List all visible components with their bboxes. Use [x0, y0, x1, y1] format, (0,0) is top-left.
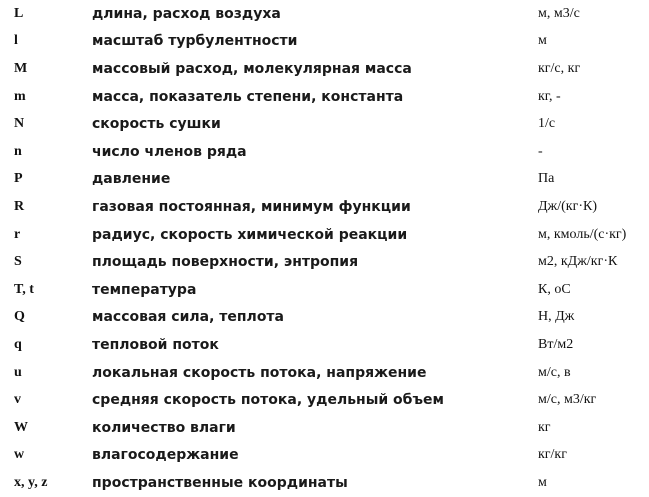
- unit-cell: кг, -: [538, 88, 561, 104]
- unit-cell: кг/кг: [538, 447, 567, 463]
- symbol-cell: l: [14, 33, 18, 49]
- table-row: [0, 442, 649, 470]
- description-cell: масштаб турбулентности: [92, 33, 298, 50]
- symbol-cell: N: [14, 116, 25, 132]
- description-cell: средняя скорость потока, удельный объем: [92, 392, 444, 409]
- table-row: [0, 83, 649, 111]
- unit-cell: Вт/м2: [538, 336, 574, 352]
- symbol-cell: T, t: [14, 281, 34, 297]
- description-cell: массовый расход, молекулярная масса: [92, 60, 412, 77]
- unit-cell: м/с, в: [538, 364, 571, 380]
- description-cell: длина, расход воздуха: [92, 5, 281, 22]
- description-cell: давление: [92, 171, 171, 188]
- symbol-cell: q: [14, 336, 22, 352]
- table-row: [0, 138, 649, 166]
- symbol-cell: v: [14, 392, 21, 408]
- table-row: [0, 414, 649, 442]
- description-cell: масса, показатель степени, константа: [92, 88, 404, 105]
- symbol-cell: x, y, z: [14, 474, 48, 490]
- unit-cell: м/с, м3/кг: [538, 392, 597, 408]
- description-cell: массовая сила, теплота: [92, 309, 284, 326]
- table-row: [0, 304, 649, 332]
- description-cell: радиус, скорость химической реакции: [92, 226, 408, 243]
- symbol-cell: W: [14, 419, 28, 435]
- description-cell: температура: [92, 281, 197, 298]
- unit-cell: Па: [538, 171, 555, 187]
- unit-cell: м, м3/с: [538, 5, 580, 21]
- symbol-cell: P: [14, 171, 23, 187]
- table-row: [0, 331, 649, 359]
- table-row: [0, 110, 649, 138]
- symbol-cell: m: [14, 88, 26, 104]
- symbol-cell: w: [14, 447, 25, 463]
- unit-cell: м: [538, 474, 547, 490]
- table-row: [0, 276, 649, 304]
- description-cell: скорость сушки: [92, 116, 221, 133]
- description-cell: локальная скорость потока, напряжение: [92, 364, 427, 381]
- symbol-cell: u: [14, 364, 22, 380]
- symbol-cell: S: [14, 254, 22, 270]
- table-row: [0, 359, 649, 387]
- table-row: [0, 28, 649, 56]
- table-row: [0, 193, 649, 221]
- unit-cell: Н, Дж: [538, 309, 575, 325]
- symbol-cell: Q: [14, 309, 25, 325]
- table-row: [0, 221, 649, 249]
- unit-cell: м2, кДж/кг·К: [538, 254, 618, 270]
- symbol-cell: n: [14, 143, 22, 159]
- description-cell: тепловой поток: [92, 336, 219, 353]
- unit-cell: Дж/(кг·К): [538, 198, 597, 214]
- unit-cell: -: [538, 143, 543, 159]
- table-row: [0, 469, 649, 497]
- description-cell: площадь поверхности, энтропия: [92, 254, 359, 271]
- symbol-cell: r: [14, 226, 21, 242]
- table-row: [0, 386, 649, 414]
- table-row: [0, 0, 649, 28]
- table-row: [0, 55, 649, 83]
- table-row: [0, 166, 649, 194]
- description-cell: количество влаги: [92, 419, 236, 436]
- description-cell: число членов ряда: [92, 143, 247, 160]
- description-cell: влагосодержание: [92, 447, 239, 464]
- unit-cell: м, кмоль/(с·кг): [538, 226, 627, 242]
- unit-cell: кг: [538, 419, 551, 435]
- description-cell: пространственные координаты: [92, 474, 348, 491]
- symbol-cell: R: [14, 198, 25, 214]
- symbol-cell: L: [14, 5, 24, 21]
- unit-cell: 1/с: [538, 116, 556, 132]
- unit-cell: К, оС: [538, 281, 571, 297]
- description-cell: газовая постоянная, минимум функции: [92, 198, 411, 215]
- unit-cell: м: [538, 33, 547, 49]
- table-row: [0, 248, 649, 276]
- unit-cell: кг/с, кг: [538, 60, 581, 76]
- symbol-cell: M: [14, 60, 28, 76]
